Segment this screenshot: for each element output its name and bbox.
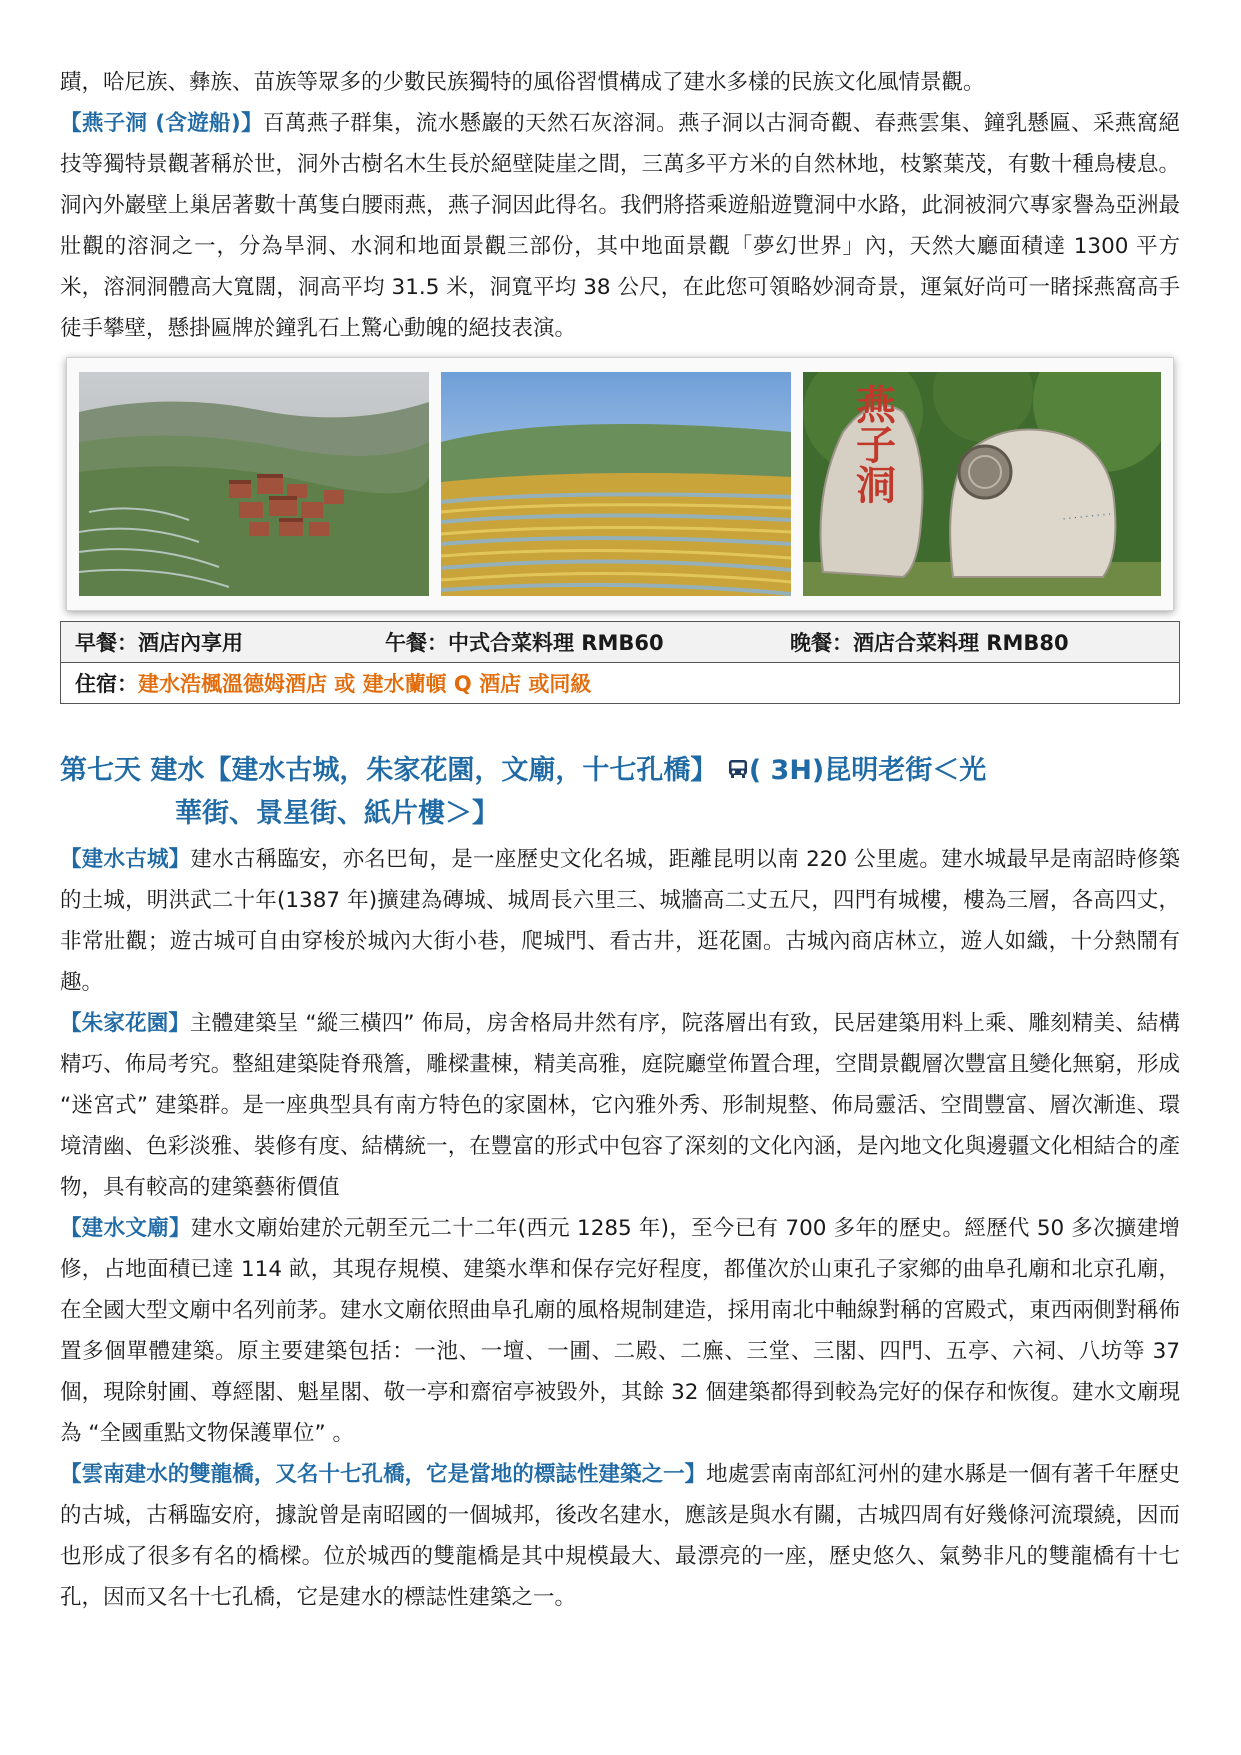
- section-text: 主體建築呈 “縱三橫四” 佈局，房舍格局井然有序，院落層出有致，民居建築用料上乘、雕刻精美、結構精巧、佈局考究。整組建築陡脊飛簷，雕樑畫棟，精美高雅，庭院廳堂佈置合理，空間景觀層次豐富且變化無窮，形成 “迷宮式” 建築群。是一座典型具有南方特色的家園林，它內雅外秀、形制規整、佈局靈活、空間豐富、層次漸進、環境清幽、色彩淡雅、裝修有度、結構統一，在豐富的形式中包容了深刻的文化內涵，是內地文化與邊疆文化相結合的產物，具有較高的建築藝術價值: [60, 1010, 1180, 1200]
- meals-row: [61, 622, 1180, 663]
- section-tag: 【建水文廟】: [60, 1215, 191, 1241]
- svg-text:· · · · · · · · ·: · · · · · · · · ·: [1062, 509, 1112, 525]
- section-text: 建水古稱臨安，亦名巴甸，是一座歷史文化名城，距離昆明以南 220 公里處。建水城最早是南詔時修築的土城，明洪武二十年(1387 年)擴建為磚城、城周長六里三、城牆高二丈五尺，四門有城樓，樓為三層，各高四丈，非常壯觀；遊古城可自由穿梭於城內大街小巷，爬城門、看古井，逛花園。古城內商店林立，遊人如織，十分熱鬧有趣。: [60, 846, 1180, 995]
- section-tag: 【朱家花園】: [60, 1010, 191, 1036]
- section-jianshui-ancient-city: [60, 839, 1180, 1003]
- stone-inscription: 燕子洞: [849, 384, 897, 504]
- breakfast-label: 早餐：酒店內享用: [75, 631, 243, 655]
- lunch-label: 午餐：中式合菜料理 RMB60: [385, 631, 664, 655]
- section-double-dragon-bridge: [60, 1454, 1180, 1618]
- rice-terraces-photo: [441, 372, 791, 596]
- hotel-label: 住宿：: [75, 672, 138, 696]
- yanzidong-text: 百萬燕子群集，流水懸巖的天然石灰溶洞。燕子洞以古洞奇觀、春燕雲集、鐘乳懸匾、采燕窩絕技等獨特景觀著稱於世，洞外古樹名木生長於絕壁陡崖之間，三萬多平方米的自然林地，枝繁葉茂，有數十種鳥棲息。洞內外巖壁上巢居著數十萬隻白腰雨燕，燕子洞因此得名。我們將搭乘遊船遊覽洞中水路，此洞被洞穴專家譽為亞洲最壯觀的溶洞之一，分為旱洞、水洞和地面景觀三部份，其中地面景觀「夢幻世界」內，天然大廳面積達 1300 平方米，溶洞洞體高大寬闊，洞高平均 31.5 米，洞寬平均 38 公尺，在此您可領略妙洞奇景，運氣好尚可一睹採燕窩高手徒手攀壁，懸掛匾牌於鐘乳石上驚心動魄的絕技表演。: [60, 111, 1180, 341]
- terrace-village-photo: [79, 372, 429, 596]
- day7-title-part1: 第七天 建水【建水古城，朱家花園，文廟，十七孔橋】: [60, 755, 718, 786]
- section-tag: 【建水古城】: [60, 846, 191, 872]
- day7-title-part3: 華街、景星街、紙片樓＞】: [175, 797, 499, 829]
- section-confucius-temple: [60, 1208, 1180, 1454]
- meals-table: [60, 621, 1180, 704]
- yanzidong-tag: 【燕子洞 (含遊船)】: [60, 111, 263, 136]
- yanzidong-paragraph: [60, 103, 1180, 349]
- bus-icon: [727, 751, 749, 793]
- yanzidong-stone-photo: [803, 372, 1161, 596]
- hotel-value: 建水浩楓溫德姆酒店 或 建水蘭頓 Q 酒店 或同級: [138, 672, 592, 696]
- hotel-row: [61, 663, 1180, 704]
- dinner-label: 晚餐：酒店合菜料理 RMB80: [790, 631, 1069, 655]
- day7-title-part2: ( 3H)昆明老街＜光: [748, 755, 987, 786]
- document-page: [60, 62, 1180, 1618]
- photo-strip: [66, 357, 1174, 611]
- section-zhu-family-garden: [60, 1003, 1180, 1208]
- intro-line: 蹟，哈尼族、彝族、苗族等眾多的少數民族獨特的風俗習慣構成了建水多樣的民族文化風情景觀。: [60, 70, 985, 95]
- section-text: 建水文廟始建於元朝至元二十二年(西元 1285 年)，至今已有 700 多年的歷史。經歷代 50 多次擴建增修，占地面積已達 114 畝，其現存規模、建築水準和保存完好程度，都僅次於山東孔子家鄉的曲阜孔廟和北京孔廟，在全國大型文廟中名列前茅。建水文廟依照曲阜孔廟的風格規制建造，採用南北中軸線對稱的宮殿式，東西兩側對稱佈置多個單體建築。原主要建築包括：一池、一壇、一圃、二殿、二廡、三堂、三閣、四門、五亭、六祠、八坊等 37 個，現除射圃、尊經閣、魁星閣、敬一亭和齋宿亭被毀外，其餘 32 個建築都得到較為完好的保存和恢復。建水文廟現為 “全國重點文物保護單位” 。: [60, 1215, 1180, 1446]
- section-text: 地處雲南南部紅河州的建水縣是一個有著千年歷史的古城，古稱臨安府，據說曾是南昭國的一個城邦，後改名建水，應該是與水有關，古城四周有好幾條河流環繞，因而也形成了很多有名的橋樑。位於城西的雙龍橋是其中規模最大、最漂亮的一座，歷史悠久、氣勢非凡的雙龍橋有十七孔，因而又名十七孔橋，它是建水的標誌性建築之一。: [60, 1461, 1180, 1610]
- day7-title: [60, 750, 1180, 835]
- section-tag: 【雲南建水的雙龍橋，又名十七孔橋，它是當地的標誌性建築之一】: [60, 1461, 707, 1487]
